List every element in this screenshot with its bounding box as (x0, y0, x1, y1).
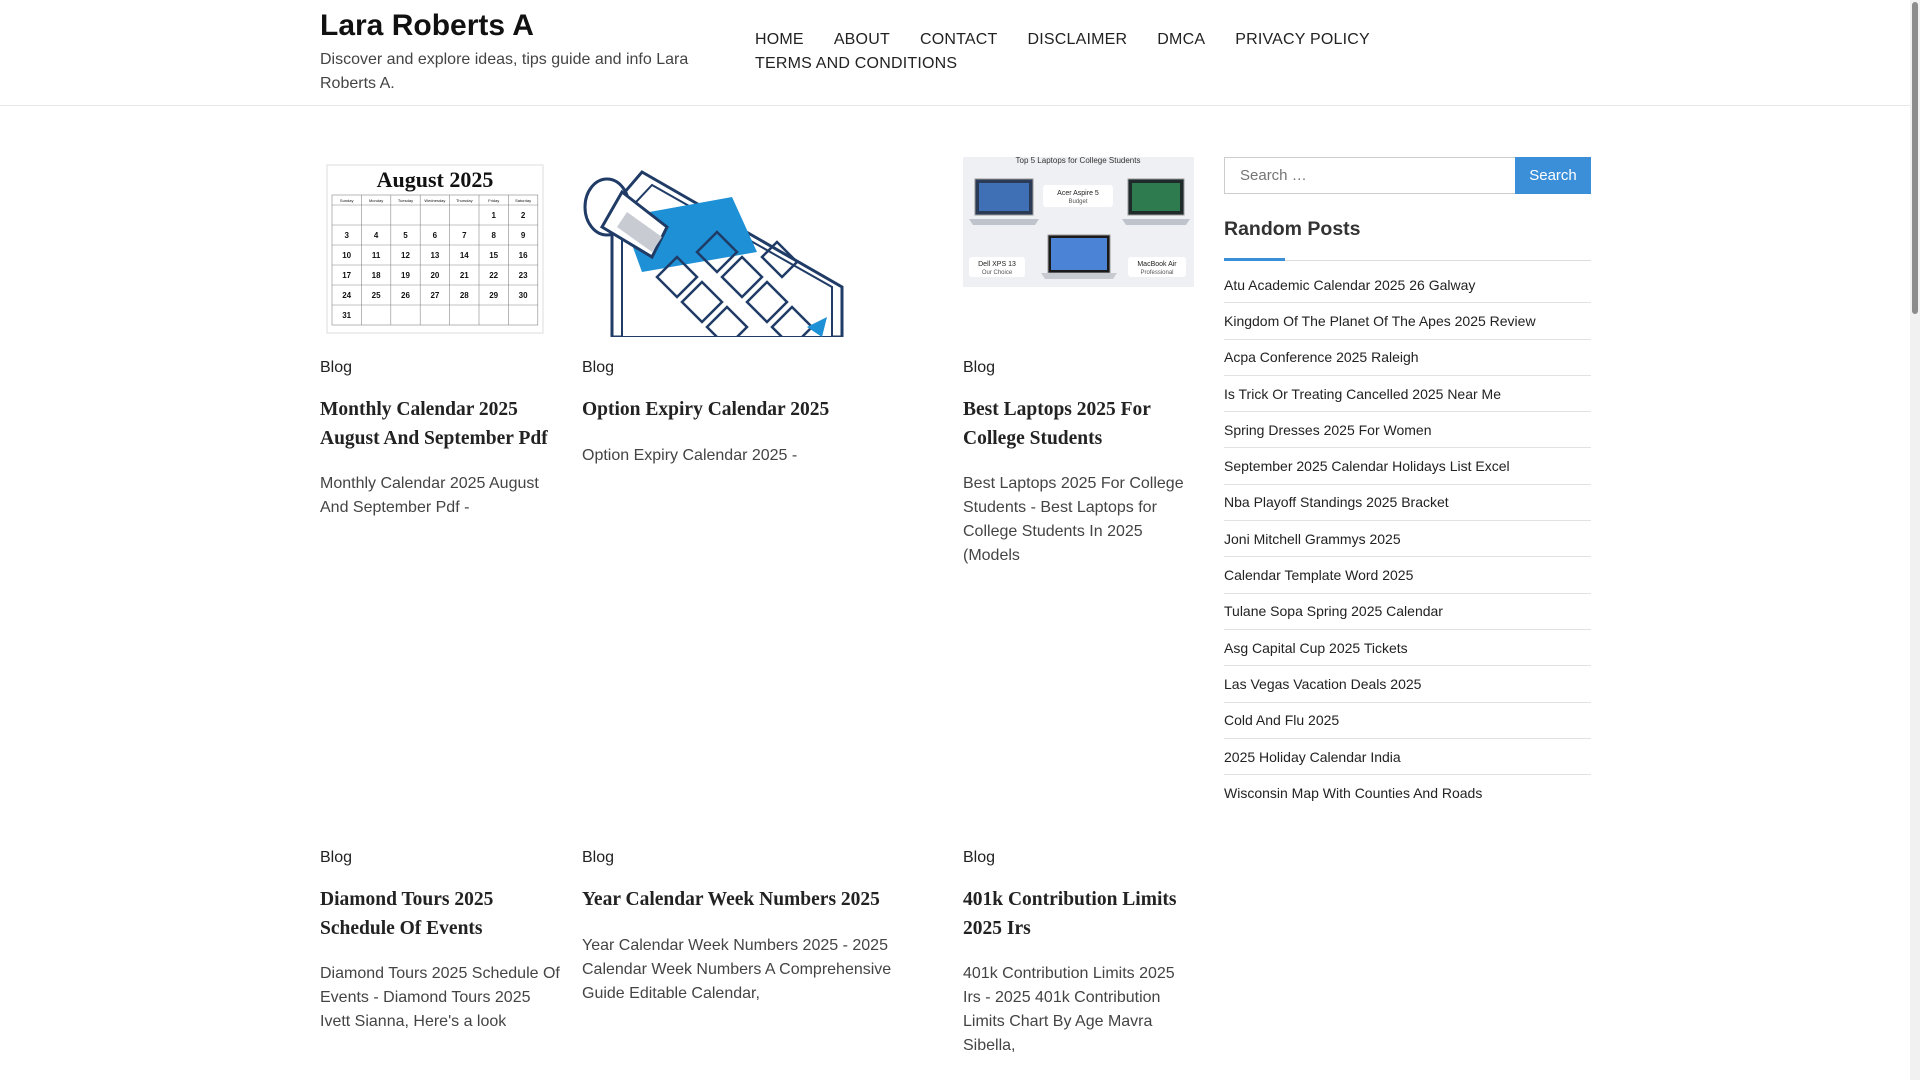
random-post-link[interactable]: Kingdom Of The Planet Of The Apes 2025 Review (1224, 303, 1591, 339)
calendar-date: 10 (342, 251, 352, 260)
random-post-link[interactable]: Spring Dresses 2025 For Women (1224, 412, 1591, 448)
random-post-link[interactable]: Wisconsin Map With Counties And Roads (1224, 785, 1483, 802)
calendar-date: 30 (518, 291, 528, 300)
post-excerpt: Option Expiry Calendar 2025 - (582, 447, 798, 464)
random-post-link[interactable]: Nba Playoff Standings 2025 Bracket (1224, 485, 1591, 521)
search-form (1224, 157, 1591, 194)
site-header (0, 0, 1910, 106)
post-category[interactable]: Blog (963, 849, 996, 866)
calendar-date: 13 (430, 251, 440, 260)
post-title[interactable]: 401k Contribution Limits 2025 Irs (963, 889, 1177, 939)
calendar-date: 17 (342, 271, 352, 280)
post-excerpt: Diamond Tours 2025 Schedule Of Events - Diamond Tours 2025 Ivett Sianna, Here's a look (320, 965, 560, 1030)
calendar-date: 15 (489, 251, 499, 260)
nav-privacy-policy[interactable]: PRIVACY POLICY (1235, 31, 1370, 48)
calendar-date: 1 (491, 211, 496, 220)
post-excerpt: Monthly Calendar 2025 August And September Pdf - (320, 475, 539, 516)
random-posts-list (1224, 267, 1591, 811)
random-post-link[interactable]: September 2025 Calendar Holidays List Excel (1224, 448, 1591, 484)
calendar-date: 19 (401, 271, 410, 280)
laptop-tag: Professional (1140, 270, 1174, 276)
nav-dmca[interactable]: DMCA (1157, 31, 1206, 48)
calendar-date: 24 (342, 291, 352, 300)
calendar-date: 7 (462, 231, 467, 240)
main-nav (755, 28, 1395, 76)
calendar-date: 22 (489, 271, 499, 280)
scrollbar-thumb[interactable] (1912, 2, 1918, 314)
calendar-date: 11 (371, 251, 381, 260)
calendar-date: 26 (401, 291, 410, 300)
calendar-date: 5 (403, 231, 408, 240)
post-category[interactable]: Blog (320, 359, 353, 376)
laptop-name: Dell XPS 13 (978, 261, 1016, 268)
search-button[interactable]: Search (1515, 157, 1591, 194)
post-excerpt: Best Laptops 2025 For College Students - Best Laptops for College Students In 2025 (Models (963, 475, 1184, 564)
page-scrollbar[interactable] (1910, 0, 1920, 1080)
calendar-illustration-image[interactable] (582, 157, 845, 337)
random-posts-title: Random Posts (1224, 218, 1361, 240)
post-category[interactable]: Blog (320, 849, 353, 866)
calendar-day-label: Friday (488, 198, 500, 203)
nav-contact[interactable]: CONTACT (919, 31, 998, 48)
post-title[interactable]: Year Calendar Week Numbers 2025 (582, 889, 880, 910)
random-post-link[interactable]: Is Trick Or Treating Cancelled 2025 Near Me (1224, 376, 1591, 412)
laptops-heading: Top 5 Laptops for College Students (1015, 157, 1141, 165)
random-post-link[interactable]: Calendar Template Word 2025 (1224, 557, 1591, 593)
august-2025-calendar-image[interactable] (320, 157, 550, 337)
random-post-link[interactable]: Atu Academic Calendar 2025 26 Galway (1224, 267, 1591, 303)
laptop-tag: Budget (1068, 199, 1088, 205)
calendar-day-label: Saturday (515, 198, 532, 203)
calendar-date: 27 (430, 291, 440, 300)
calendar-date: 2 (520, 211, 526, 220)
calendar-date: 29 (489, 291, 499, 300)
post-category[interactable]: Blog (582, 359, 615, 376)
nav-disclaimer[interactable]: DISCLAIMER (1027, 31, 1128, 48)
calendar-date: 8 (491, 231, 496, 240)
post-title[interactable]: Diamond Tours 2025 Schedule Of Events (320, 889, 494, 939)
laptop-name: Acer Aspire 5 (1057, 190, 1099, 197)
post-title[interactable]: Best Laptops 2025 For College Students (963, 399, 1151, 449)
post-title[interactable]: Option Expiry Calendar 2025 (582, 399, 830, 420)
calendar-date: 4 (373, 231, 379, 240)
random-post-link[interactable]: Asg Capital Cup 2025 Tickets (1224, 630, 1591, 666)
calendar-day-label: Wednesday (424, 198, 446, 203)
random-post-link[interactable]: Acpa Conference 2025 Raleigh (1224, 340, 1591, 376)
nav-home[interactable]: HOME (755, 31, 804, 48)
widget-accent-bar (1224, 258, 1285, 261)
calendar-date: 9 (520, 231, 526, 240)
site-title[interactable]: Lara Roberts A (320, 9, 534, 42)
calendar-date: 12 (401, 251, 410, 260)
random-post-link[interactable]: 2025 Holiday Calendar India (1224, 739, 1591, 775)
post-category[interactable]: Blog (582, 849, 615, 866)
calendar-date: 6 (432, 231, 438, 240)
calendar-day-label: Thursday (455, 198, 473, 203)
search-input[interactable] (1224, 157, 1516, 194)
calendar-date: 28 (459, 291, 469, 300)
calendar-heading: August 2025 (376, 167, 494, 192)
calendar-day-label: Sunday (339, 198, 354, 203)
laptops-image[interactable] (963, 157, 1194, 287)
calendar-date: 3 (344, 231, 349, 240)
calendar-date: 21 (459, 271, 469, 280)
post-excerpt: Year Calendar Week Numbers 2025 - 2025 Calendar Week Numbers A Comprehensive Guide Editable Calendar, (582, 937, 892, 1002)
random-post-link[interactable]: Cold And Flu 2025 (1224, 703, 1591, 739)
calendar-date: 20 (430, 271, 440, 280)
post-category[interactable]: Blog (963, 359, 996, 376)
laptop-name: MacBook Air (1137, 261, 1177, 268)
calendar-day-label: Monday (368, 198, 384, 203)
nav-about[interactable]: ABOUT (833, 31, 890, 48)
laptop-tag: Our Choice (981, 270, 1013, 276)
calendar-date: 25 (371, 291, 381, 300)
post-excerpt: 401k Contribution Limits 2025 Irs - 2025 401k Contribution Limits Chart By Age Mavra Sibella, (963, 965, 1175, 1054)
calendar-date: 23 (518, 271, 528, 280)
post-title[interactable]: Monthly Calendar 2025 August And September Pdf (320, 399, 548, 449)
site-description: Discover and explore ideas, tips guide and info Lara Roberts A. (320, 51, 689, 92)
random-post-link[interactable]: Joni Mitchell Grammys 2025 (1224, 521, 1591, 557)
calendar-date: 16 (518, 251, 528, 260)
calendar-date: 18 (371, 271, 381, 280)
calendar-day-label: Tuesday (397, 198, 414, 203)
calendar-date: 14 (459, 251, 469, 260)
random-post-link[interactable]: Las Vegas Vacation Deals 2025 (1224, 666, 1591, 702)
calendar-date: 31 (342, 311, 352, 320)
random-post-link[interactable]: Tulane Sopa Spring 2025 Calendar (1224, 594, 1591, 630)
nav-terms-and-conditions[interactable]: TERMS AND CONDITIONS (755, 55, 958, 72)
